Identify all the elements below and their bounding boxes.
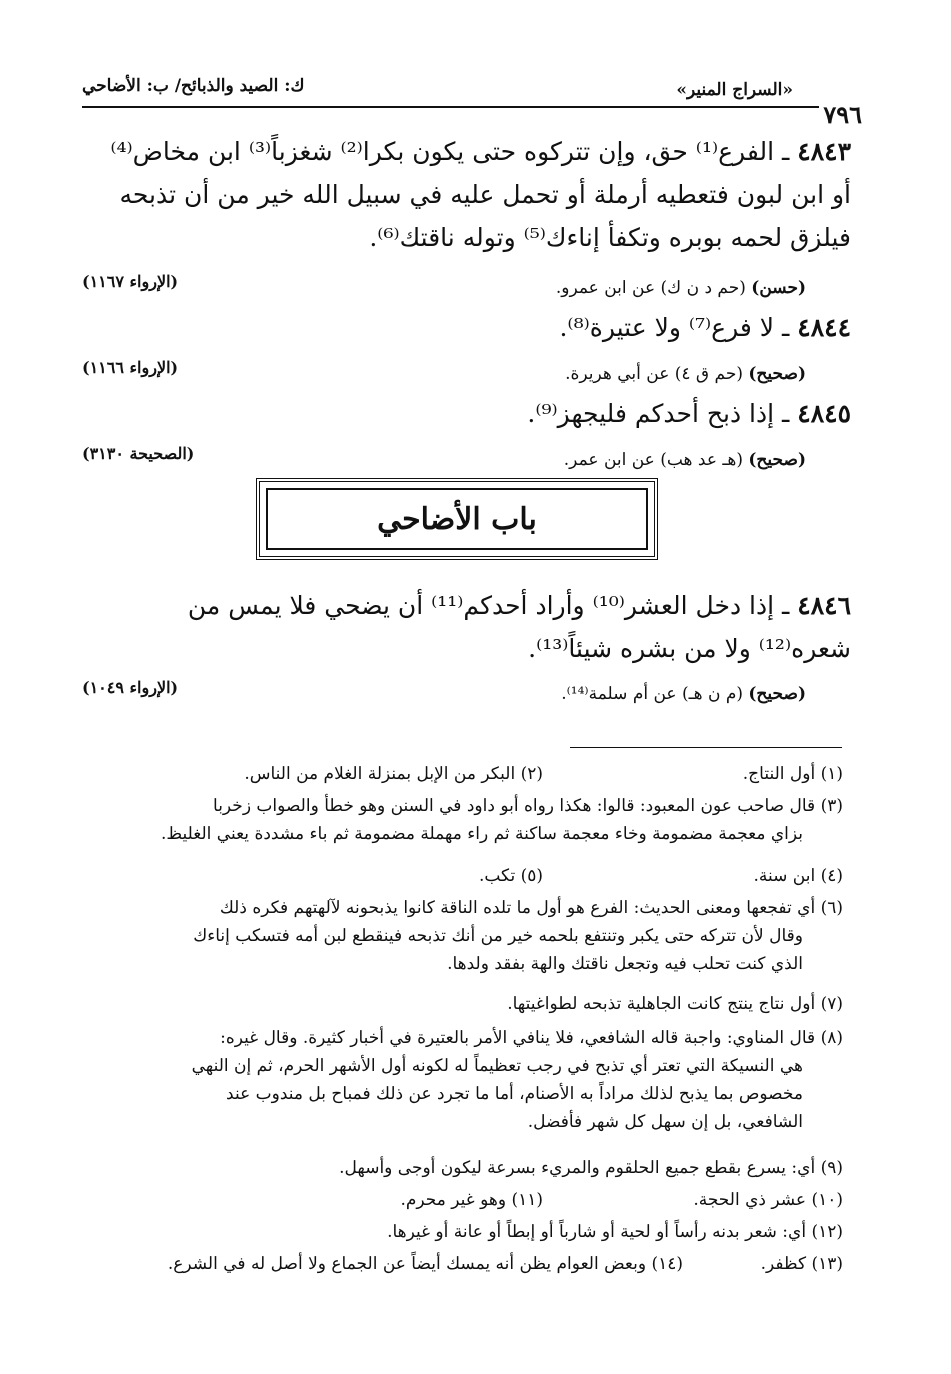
hadith-4843 — [82, 130, 851, 259]
grade-line — [564, 450, 806, 470]
source: (حم ق ٤) عن أبي هريرة. — [565, 364, 743, 384]
header-rule — [82, 106, 852, 108]
grade: (صحيح) — [748, 364, 806, 384]
footnote-line: الذي كنت تحلب فيه وتجعل ناقتك والهة بفقد ولدها. — [447, 954, 803, 974]
source: (م ن هـ) عن أم سلمة⁽¹⁴⁾. — [561, 684, 743, 704]
footnote-2: (٢) البكر من الإبل بمنزلة الغلام من الناس. — [244, 764, 543, 784]
footnote-11: (١١) وهو غير محرم. — [400, 1190, 543, 1210]
footnote-1: (١) أول النتاج. — [742, 764, 843, 784]
hadith-line — [82, 306, 851, 349]
reference: (الإرواء ١١٦٧) — [82, 272, 179, 291]
hadith-text: ـ إذا دخل العشر⁽¹⁰⁾ وأراد أحدكم⁽¹¹⁾ أن يضحي فلا يمس من — [187, 591, 790, 620]
chapter-title: باب الأضاحي — [377, 501, 537, 537]
hadith-line — [82, 392, 851, 435]
footnote-line: هي النسيكة التي تعتر أي تذبح في رجب تعظيماً له لكونه أول الأشهر الحرم، ثم إن النهي — [191, 1056, 803, 1076]
footnote-line: الشافعي، بل إن سهل كل شهر فأفضل. — [527, 1112, 803, 1132]
grade-line — [561, 684, 806, 704]
footnote-line: (٧) أول نتاج ينتج كانت الجاهلية تذبحه لطواغيتها. — [507, 994, 843, 1014]
hadith-number: ٤٨٤٦ — [797, 591, 851, 620]
hadith-text: ـ الفرع⁽¹⁾ حق، وإن تتركوه حتى يكون بكرا⁽²⁾ شغزباً⁽³⁾ ابن مخاض⁽⁴⁾ — [110, 137, 790, 166]
footnote-line: (٩) أي: يسرع بقطع جميع الحلقوم والمريء بسرعة ليكون أوجى وأسهل. — [339, 1158, 843, 1178]
footnote-line: (١٢) أي: شعر بدنه رأساً أو لحية أو شارباً أو إبطاً أو عانة أو غيرها. — [387, 1222, 843, 1242]
footnote-13: (١٣) كظفر. — [760, 1254, 843, 1274]
grade-line — [556, 278, 806, 298]
hadith-4846 — [82, 584, 851, 670]
running-head-section: ك: الصيد والذبائح/ ب: الأضاحي — [82, 76, 305, 96]
page-number: ٧٩٦ — [819, 100, 866, 129]
reference: (الإرواء ١٠٤٩) — [82, 678, 179, 697]
hadith-number: ٤٨٤٣ — [797, 137, 851, 166]
hadith-text: ـ لا فرع⁽⁷⁾ ولا عتيرة⁽⁸⁾. — [559, 313, 790, 342]
footnote-5: (٥) تكب. — [478, 866, 543, 886]
hadith-line: فيلزق لحمه بوبره وتكفأ إناءك⁽⁵⁾ وتوله ناقتك⁽⁶⁾. — [369, 223, 851, 252]
footnote-9 — [80, 1154, 843, 1182]
grade: (صحيح) — [748, 684, 806, 704]
grade: (حسن) — [751, 278, 806, 298]
footnote-separator — [570, 747, 842, 748]
source: (حم د ن ك) عن ابن عمرو. — [555, 278, 746, 298]
footnote-line: (٦) أي تفجعها ومعنى الحديث: الفرع هو أول ما تلده الناقة كانوا يذبحونه لآلهتهم فكره ذلك — [219, 898, 843, 918]
footnote-8 — [80, 1024, 843, 1136]
footnote-13-14 — [80, 1250, 843, 1278]
running-head-book-title: «السراج المنير» — [676, 80, 793, 100]
hadith-line: شعره⁽¹²⁾ ولا من بشره شيئاً⁽¹³⁾. — [528, 634, 851, 663]
footnote-4: (٤) ابن سنة. — [753, 866, 843, 886]
footnote-7 — [80, 990, 843, 1018]
source: (هـ عد هب) عن ابن عمر. — [563, 450, 743, 470]
footnote-line: بزاي معجمة مضمومة وخاء معجمة ساكنة ثم راء مهملة مضمومة ثم باء مشددة يعني الغليظ. — [161, 824, 803, 844]
hadith-number: ٤٨٤٤ — [797, 313, 851, 342]
footnote-6 — [80, 894, 843, 978]
hadith-number: ٤٨٤٥ — [797, 399, 851, 428]
hadith-line: أو ابن لبون فتعطيه أرملة أو تحمل عليه في سبيل الله خير من أن تذبحه — [119, 180, 851, 209]
hadith-4844 — [82, 306, 851, 349]
footnote-10-11 — [80, 1186, 843, 1214]
chapter-heading-frame — [256, 478, 658, 560]
grade-line — [565, 364, 806, 384]
footnote-line: (٣) قال صاحب عون المعبود: قالوا: هكذا رواه أبو داود في السنن وهو خطأ والصواب زخربا — [213, 796, 843, 816]
footnote-14: (١٤) وبعض العوام يظن أنه يمسك أيضاً عن الجماع ولا أصل له في الشرع. — [167, 1254, 683, 1274]
hadith-line — [82, 584, 851, 627]
footnote-3 — [80, 792, 843, 848]
footnote-1-2 — [80, 760, 843, 788]
footnote-line: وقال لأن تتركه حتى يكبر وتنتفع بلحمه خير من أنك تذبحه فينقطع لبن أمه فتسكب إناءك — [193, 926, 803, 946]
hadith-4845 — [82, 392, 851, 435]
footnote-12 — [80, 1218, 843, 1246]
grade: (صحيح) — [748, 450, 806, 470]
reference: (الإرواء ١١٦٦) — [82, 358, 179, 377]
footnote-line: (٨) قال المناوي: واجبة قاله الشافعي، فلا ينافي الأمر بالعتيرة في أخبار كثيرة. وقال غيره: — [220, 1028, 843, 1048]
hadith-text: ـ إذا ذبح أحدكم فليجهز⁽⁹⁾. — [527, 399, 790, 428]
reference: (الصحيحة ٣١٣٠) — [82, 444, 195, 463]
footnote-4-5 — [80, 862, 843, 890]
hadith-line — [82, 130, 851, 173]
footnote-10: (١٠) عشر ذي الحجة. — [693, 1190, 843, 1210]
footnote-line: مخصوص بما يذبح لذلك مراداً به الأصنام، أما ما تجرد عن ذلك فمباح بل مندوب عند — [226, 1084, 803, 1104]
